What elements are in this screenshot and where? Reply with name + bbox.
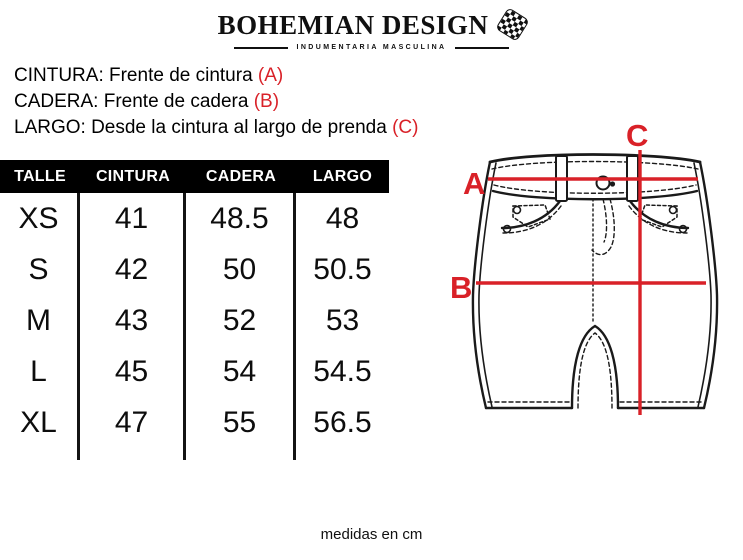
cell-l-cintura: 45 [80, 346, 186, 397]
size-table [0, 160, 389, 460]
units-note: medidas en cm [320, 526, 423, 543]
shorts-diagram [440, 105, 743, 435]
waistband-bottom-stitch [494, 185, 696, 193]
cell-xs-talle: XS [0, 193, 80, 244]
cell-m-largo: 53 [325, 303, 360, 337]
legend-text: CINTURA: Frente de cintura [14, 65, 258, 86]
legend-ref-b: (B) [253, 91, 280, 112]
button-hook [610, 181, 615, 186]
subtitle-rule-right [455, 47, 509, 49]
legend-line-cadera [14, 89, 419, 115]
cell-m-cadera: 52 [186, 295, 296, 346]
waistband-top-stitch [492, 162, 698, 170]
brand-header [0, 10, 743, 51]
waistband-bottom [493, 191, 697, 199]
cell-l-largo: 54.5 [313, 354, 372, 388]
fly-stitch-inner [603, 199, 607, 242]
column-header-largo: LARGO [296, 160, 389, 193]
label-b: B [450, 270, 473, 305]
brand-name: BOHEMIAN DESIGN [217, 10, 489, 40]
cell-s-cintura: 42 [80, 244, 186, 295]
crotch-stitch [578, 333, 612, 408]
column-header-cintura: CINTURA [80, 160, 186, 193]
brand-subtitle: INDUMENTARIA MASCULINA [296, 44, 447, 51]
separator-overhang [186, 448, 296, 460]
cell-l-cadera: 54 [186, 346, 296, 397]
left-pocket-rivet-top [514, 207, 521, 214]
cell-xl-cintura: 47 [80, 397, 186, 448]
legend-text: CADERA: Frente de cadera [14, 91, 254, 112]
column-header-talle: TALLE [0, 160, 80, 193]
legend-line-largo [14, 115, 419, 141]
crotch-seam [572, 326, 618, 408]
cell-xl-cadera: 55 [186, 397, 296, 448]
legend-text: LARGO: Desde la cintura al largo de prenda [14, 117, 393, 138]
cell-xs-largo: 48 [325, 201, 360, 235]
waistband-top [490, 155, 700, 163]
brand-subtitle-row [234, 44, 508, 51]
fly-stitch-outer [592, 199, 614, 255]
cell-s-talle: S [0, 244, 80, 295]
measurement-legend [14, 63, 419, 141]
label-c: C [626, 118, 649, 153]
column-header-cadera: CADERA [186, 160, 296, 193]
cell-m-talle: M [0, 295, 80, 346]
separator-overhang [0, 448, 80, 460]
cell-xl-largo: 56.5 [313, 405, 372, 439]
separator-overhang [80, 448, 186, 460]
checkered-diamond-icon [496, 7, 530, 41]
cell-l-talle: L [0, 346, 80, 397]
cell-xs-cadera: 48.5 [186, 193, 296, 244]
right-pocket-rivet-top [670, 207, 677, 214]
legend-ref-c: (C) [392, 117, 419, 138]
right-side-seam-inner [694, 163, 711, 407]
cell-xs-cintura: 41 [80, 193, 186, 244]
subtitle-rule-left [234, 47, 288, 49]
cell-xl-talle: XL [0, 397, 80, 448]
cell-m-cintura: 43 [80, 295, 186, 346]
label-a: A [463, 166, 486, 201]
separator-overhang [296, 448, 389, 460]
shorts-outline [473, 155, 717, 409]
legend-line-cintura [14, 63, 419, 89]
cell-s-cadera: 50 [186, 244, 296, 295]
cell-s-largo: 50.5 [313, 252, 372, 286]
right-side-seam [700, 162, 717, 408]
legend-ref-a: (A) [257, 65, 284, 86]
logo [218, 10, 526, 41]
